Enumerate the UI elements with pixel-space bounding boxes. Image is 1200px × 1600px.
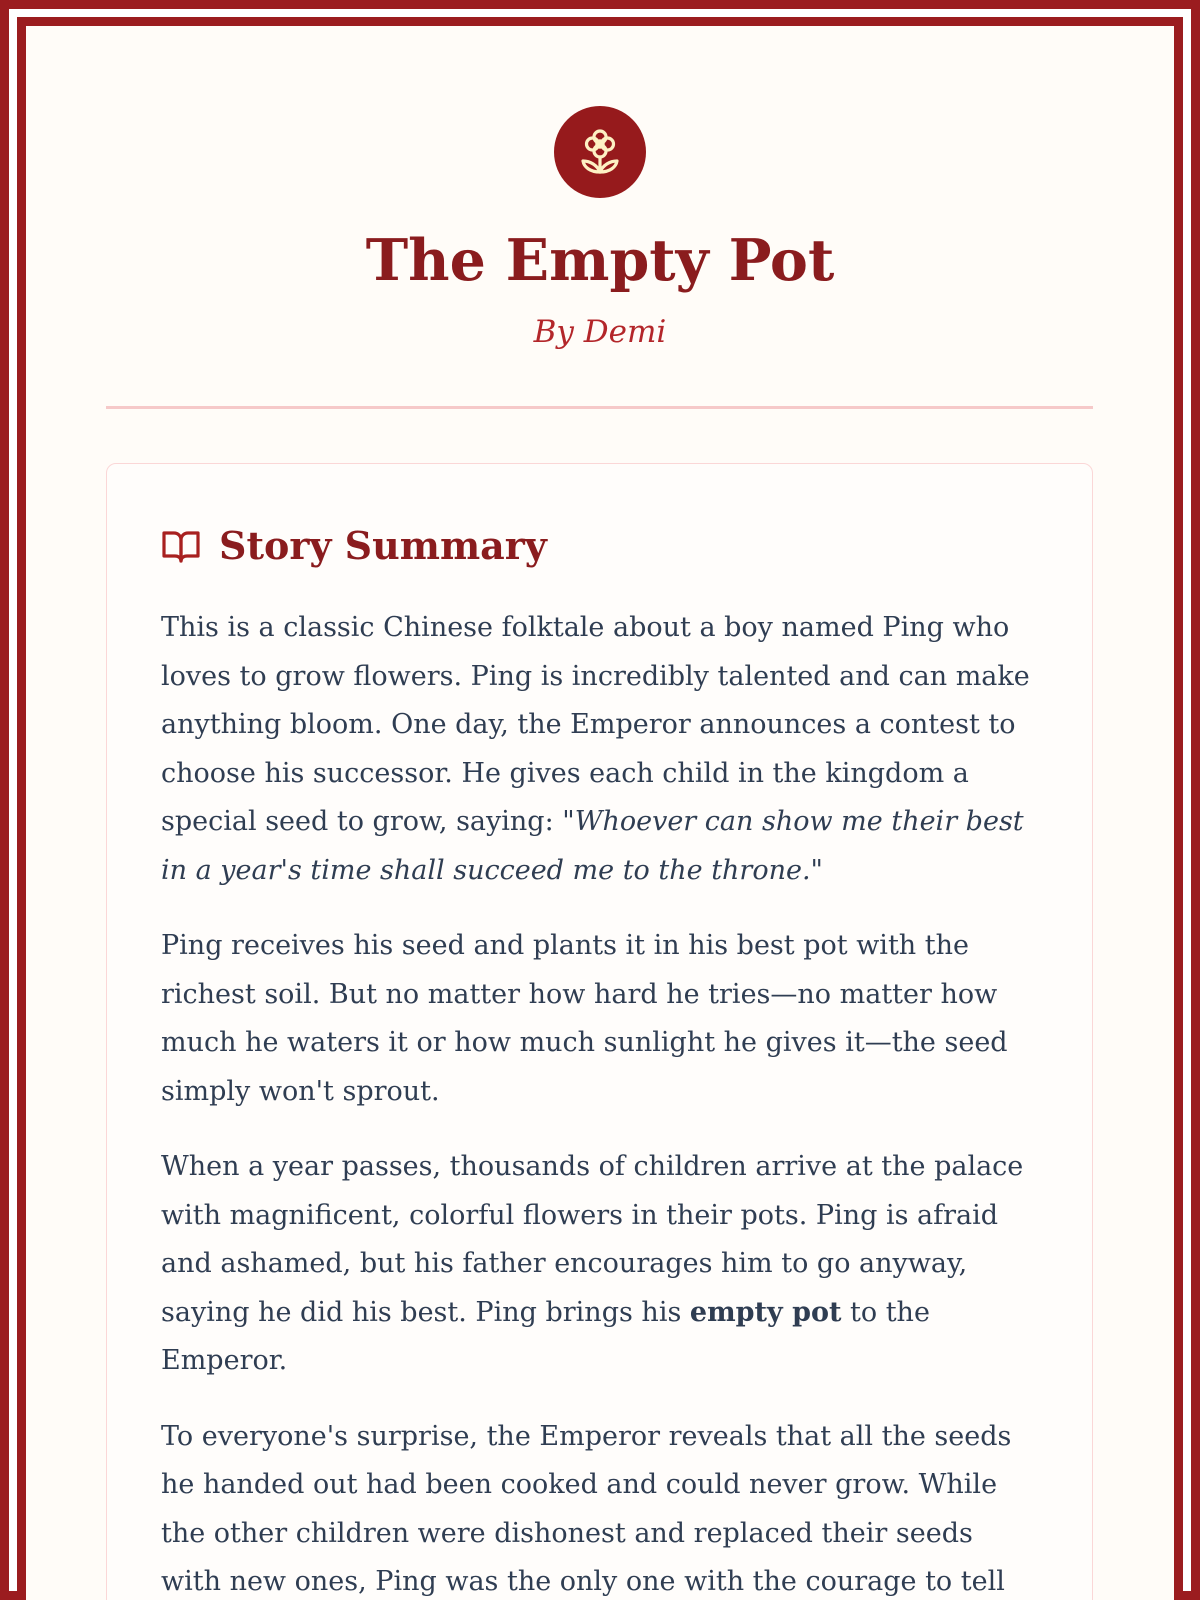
summary-heading-row <box>161 516 547 576</box>
summary-heading: Story Summary <box>219 523 547 568</box>
empty-pot-emphasis: empty pot <box>689 1296 842 1328</box>
story-summary-card <box>106 463 1093 1600</box>
summary-paragraph-3-after: to the Emperor. <box>161 1296 930 1376</box>
page-frame <box>17 17 1183 1600</box>
summary-paragraph-1-text: This is a classic Chinese folktale about a boy named Ping who loves to grow flowers. Ping is incredibly talented and can make anything bloom. One day, the Emperor announces a contest to choose his successor. He gives each child in the kingdom a special seed to grow, saying: <box>161 612 1030 837</box>
summary-paragraph-3-before: When a year passes, thousands of children arrive at the palace with magnificent, colorful flowers in their pots. Ping is afraid and ashamed, but his father encourages him to go anyway, saying he did his best. Ping brings his <box>161 1151 1024 1328</box>
open-book-icon <box>161 526 201 566</box>
summary-body <box>161 604 1041 1600</box>
logo-badge <box>554 106 646 198</box>
summary-paragraph-4: To everyone's surprise, the Emperor reveals that all the seeds he handed out had been cooked and could never grow. While the other children were dishonest and replaced their seeds with new ones, Ping was the only one with the courage to tell <box>161 1420 1012 1597</box>
flower-icon <box>580 128 620 176</box>
author-byline: By Demi <box>533 314 667 350</box>
header-divider <box>106 406 1093 409</box>
page-title: The Empty Pot <box>365 227 835 294</box>
emperor-quote: "Whoever can show me their best in a year's time shall succeed me to the throne." <box>161 806 1024 886</box>
summary-paragraph-2: Ping receives his seed and plants it in his best pot with the richest soil. But no matter how hard he tries—no matter how much he waters it or how much sunlight he gives it—the seed simply won't sprout. <box>161 930 1008 1107</box>
summary-paragraph-3 <box>161 1143 1041 1386</box>
summary-paragraph-1 <box>161 604 1041 895</box>
